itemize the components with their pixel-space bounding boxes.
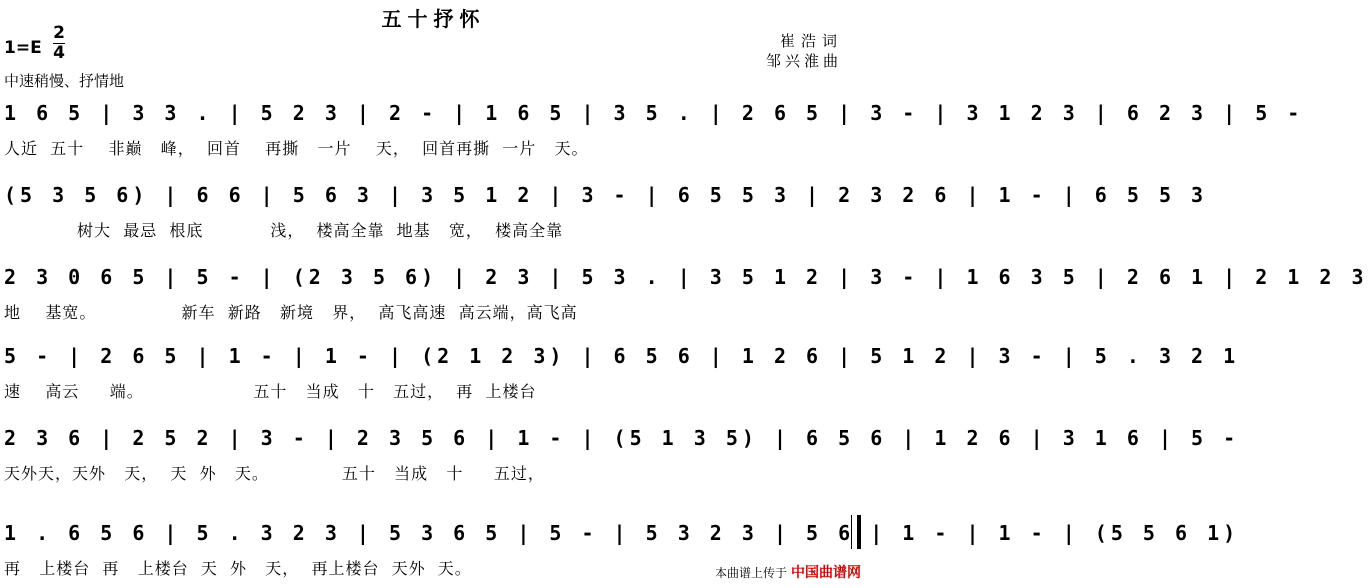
lyrics-line: 再 上楼台 再 上楼台 天 外 天， 再上楼台 天外 天。 (4, 559, 472, 578)
lyrics-line: 速 高云 端。 五十 当成 十 五过， 再 上楼台 (4, 382, 537, 401)
lyrics-line: 树大 最忌 根底 浅， 楼高全靠 地基 宽， 楼高全靠 (4, 221, 564, 240)
time-signature (52, 24, 66, 63)
notation-line: 1 6 5 | 3 3 . | 5 2 3 | 2 - | 1 6 5 | 3 5 . | 2 6 5 | 3 - | 3 1 2 3 | 6 2 3 | 5 - (4, 101, 1304, 125)
tempo-marking: 中速稍慢、抒情地 (4, 72, 125, 90)
song-title: 五十抒怀 (381, 7, 486, 31)
key-signature: 1=E (4, 38, 42, 58)
notation-line: 1 . 6 5 6 | 5 . 3 2 3 | 5 3 6 5 | 5 - | 5 3 2 3 | 5 6 | 1 - | 1 - | (5 5 6 1) (4, 521, 1240, 545)
lyrics-line: 地 基宽。 新车 新路 新境 界， 高飞高速 高云端，高飞高 (4, 303, 578, 322)
lyrics-line: 人近 五十 非巅 峰， 回首 再撕 一片 天， 回首再撕 一片 天。 (4, 139, 589, 158)
lyrics-line: 天外天，天外 天， 天 外 天。 五十 当成 十 五过， (4, 464, 545, 483)
notation-line: 2 3 6 | 2 5 2 | 3 - | 2 3 5 6 | 1 - | (5 1 3 5) | 6 5 6 | 1 2 6 | 3 1 6 | 5 - (4, 426, 1240, 450)
composer-credit: 邹兴淮曲 (766, 52, 843, 70)
footer-watermark (715, 562, 861, 582)
notation-line: 2 3 0 6 5 | 5 - | (2 3 5 6) | 2 3 | 5 3 . | 3 5 1 2 | 3 - | 1 6 3 5 | 2 6 1 | 2 1 2 3 (4, 265, 1368, 289)
site-brand[interactable]: 中国曲谱网 (791, 565, 861, 581)
time-signature-top: 2 (53, 23, 65, 43)
final-barline (851, 515, 861, 549)
footer-text: 本曲谱上传于 (714, 566, 787, 580)
notation-line: (5 3 5 6) | 6 6 | 5 6 3 | 3 5 1 2 | 3 - | 6 5 5 3 | 2 3 2 6 | 1 - | 6 5 5 3 (4, 183, 1208, 207)
notation-line: 5 - | 2 6 5 | 1 - | 1 - | (2 1 2 3) | 6 5 6 | 1 2 6 | 5 1 2 | 3 - | 5 . 3 2 1 (4, 344, 1240, 368)
time-signature-bottom: 4 (53, 43, 65, 63)
lyricist-credit: 崔浩词 (780, 32, 844, 50)
